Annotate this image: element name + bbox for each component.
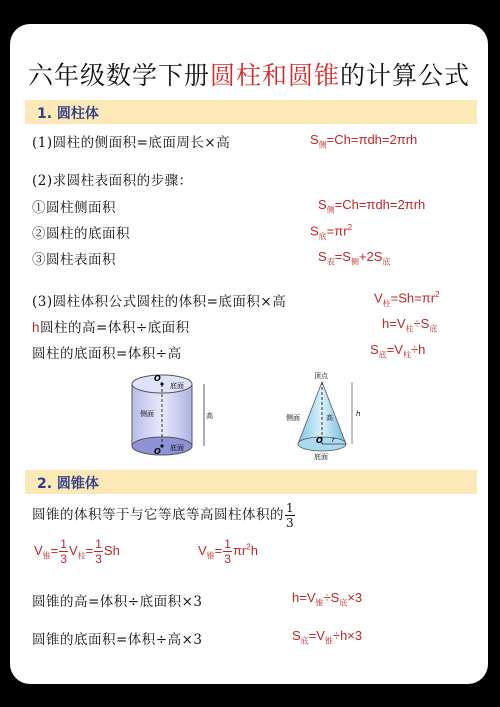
formula-lateral-area: $S_侧=Ch=\pi dh=2\pi rh$ [310,132,418,150]
cone-label-apex: 顶点 [314,372,328,380]
cyl-label-side: 侧面 [140,410,154,418]
formula-card [10,24,488,684]
formula-cone-height: $h=V_锥\div S_底\times 3$ [292,590,363,608]
cyl-label-o-bottom: O [154,447,161,456]
formula-step3: $S_表=S_侧+2S_底$ [318,249,391,267]
section-header-cone [25,470,477,494]
page-title: 六年级数学下册圆柱和圆锥的计算公式 [27,61,471,90]
text-base-area: 圆柱的底面积=体积÷高 [32,346,182,362]
cylinder-diagram [120,370,220,462]
formula-cone-base: $S_底=V_锥\div h\times 3$ [292,628,363,646]
text-cone-volume-relation: 圆锥的体积等于与它等底等高圆柱体积的 $\frac{1}{3}$ [32,501,295,530]
text-step3: ③圆柱表面积 [32,252,116,268]
cone-label-h: h [356,410,361,418]
cyl-label-base-bottom: 底面 [170,444,184,452]
text-height: h圆柱的高=体积÷底面积 [32,320,190,336]
text-lateral-area: (1)圆柱的侧面积=底面周长×高 [32,135,231,151]
text-surface-steps: (2)求圆柱表面积的步骤： [32,173,193,189]
cone-label-height: 高 [326,414,333,422]
cyl-label-base-top: 底面 [170,382,184,390]
text-step2: ②圆柱的底面积 [32,226,130,242]
cone-diagram [280,370,380,462]
text-volume: (3)圆柱体积公式圆柱的体积=底面积×高 [32,294,287,310]
cyl-label-o-top: O [154,374,161,383]
formula-height: $h=V_柱\div S_底$ [382,316,438,334]
formula-cone-volume-b: $V_锥=$ $\frac{1}{3}$ $\pi r^2h$ [198,537,258,566]
text-cone-base: 圆锥的底面积=体积÷高×3 [32,632,203,648]
formula-step1: $S_侧=Ch=\pi dh=2\pi rh$ [318,197,426,215]
cone-label-o: O [316,436,323,445]
cone-label-base: 底面 [314,453,328,461]
text-step1: ①圆柱侧面积 [32,200,116,216]
section-label: 2. 圆锥体 [37,476,99,492]
cone-label-side: 侧面 [286,414,300,422]
title-highlight: 圆柱和圆锥 [209,61,340,90]
text-cone-height: 圆锥的高=体积÷底面积×3 [32,594,203,610]
section-label: 1. 圆柱体 [37,106,99,122]
cone-label-r: r [332,436,335,444]
formula-volume: $V_柱=Sh=\pi r^2$ [374,290,440,308]
formula-base-area: $S_底=V_柱\div h$ [370,342,426,360]
section-header-cylinder [25,100,477,124]
cyl-label-height: 高 [206,412,213,420]
fraction-one-third: $\frac{1}{3}$ [286,501,295,530]
formula-cone-volume-a: $V_锥=$ $\frac{1}{3}$ $V_柱=$ $\frac{1}{3}$ Sh [34,537,120,566]
formula-step2: $S_底=\pi r^2$ [310,223,353,241]
